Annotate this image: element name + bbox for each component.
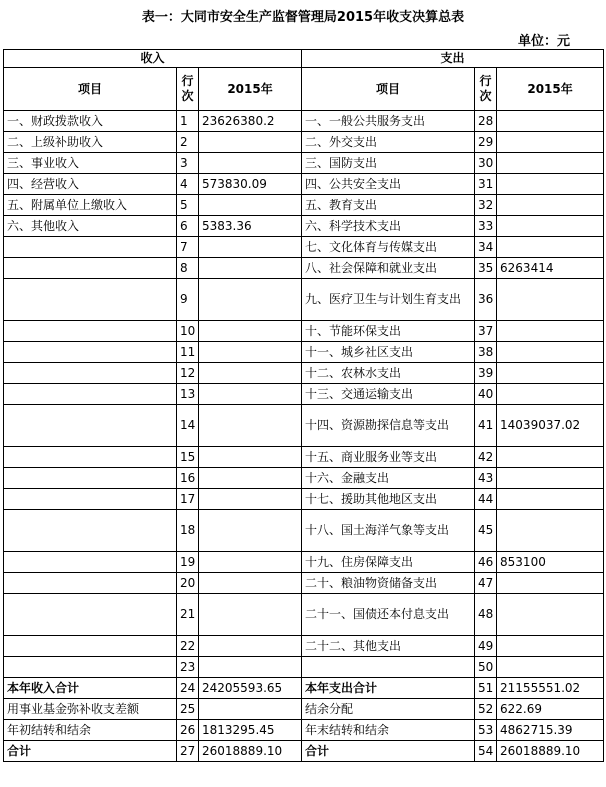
income-item-cell: 本年收入合计 — [4, 678, 177, 699]
expense-value-cell — [497, 279, 604, 321]
income-value-cell — [199, 636, 302, 657]
income-value-cell — [199, 384, 302, 405]
expense-line-cell: 40 — [475, 384, 497, 405]
income-line-cell: 5 — [177, 195, 199, 216]
expense-value-cell — [497, 216, 604, 237]
expense-line-cell: 33 — [475, 216, 497, 237]
income-value-cell — [199, 552, 302, 573]
expense-line-cell: 45 — [475, 510, 497, 552]
income-value-cell — [199, 510, 302, 552]
income-item-cell: 年初结转和结余 — [4, 720, 177, 741]
table-body — [4, 50, 604, 762]
income-line-cell: 6 — [177, 216, 199, 237]
expense-item-cell: 十一、城乡社区支出 — [302, 342, 475, 363]
table-row — [4, 153, 604, 174]
expense-line-cell: 43 — [475, 468, 497, 489]
expense-line-cell: 29 — [475, 132, 497, 153]
expense-item-cell: 二十一、国债还本付息支出 — [302, 594, 475, 636]
income-line-cell: 15 — [177, 447, 199, 468]
expense-value-cell: 6263414 — [497, 258, 604, 279]
income-value-cell — [199, 468, 302, 489]
expense-value-cell — [497, 510, 604, 552]
table-row — [4, 258, 604, 279]
income-line-cell: 14 — [177, 405, 199, 447]
income-line-cell: 9 — [177, 279, 199, 321]
income-item-cell — [4, 447, 177, 468]
expense-line-cell: 30 — [475, 153, 497, 174]
expense-item-cell: 七、文化体育与传媒支出 — [302, 237, 475, 258]
income-item-cell — [4, 489, 177, 510]
expense-value-cell: 4862715.39 — [497, 720, 604, 741]
expense-value-cell — [497, 447, 604, 468]
table-row — [4, 468, 604, 489]
income-item-cell: 合计 — [4, 741, 177, 762]
table-row — [4, 174, 604, 195]
income-item-cell — [4, 279, 177, 321]
table-row — [4, 678, 604, 699]
expense-item-cell: 六、科学技术支出 — [302, 216, 475, 237]
income-line-cell: 12 — [177, 363, 199, 384]
expense-value-cell: 853100 — [497, 552, 604, 573]
expense-item-cell: 十九、住房保障支出 — [302, 552, 475, 573]
expense-item-cell: 二十二、其他支出 — [302, 636, 475, 657]
table-row — [4, 132, 604, 153]
income-line-cell: 4 — [177, 174, 199, 195]
income-item-cell — [4, 594, 177, 636]
income-line-cell: 16 — [177, 468, 199, 489]
income-item-cell — [4, 237, 177, 258]
expense-line-cell: 38 — [475, 342, 497, 363]
income-line-cell: 17 — [177, 489, 199, 510]
income-item-cell: 六、其他收入 — [4, 216, 177, 237]
expense-item-cell: 十、节能环保支出 — [302, 321, 475, 342]
expense-value-cell — [497, 174, 604, 195]
expense-line-header: 行次 — [475, 68, 497, 111]
expense-item-cell: 十八、国土海洋气象等支出 — [302, 510, 475, 552]
income-line-cell: 27 — [177, 741, 199, 762]
expense-item-header: 项目 — [302, 68, 475, 111]
income-item-cell — [4, 405, 177, 447]
expense-value-cell — [497, 573, 604, 594]
income-value-cell — [199, 153, 302, 174]
expense-item-cell: 二十、粮油物资储备支出 — [302, 573, 475, 594]
income-line-cell: 25 — [177, 699, 199, 720]
expense-item-cell: 十四、资源勘探信息等支出 — [302, 405, 475, 447]
income-item-cell: 三、事业收入 — [4, 153, 177, 174]
expense-item-cell: 十七、援助其他地区支出 — [302, 489, 475, 510]
income-value-cell — [199, 195, 302, 216]
expense-line-cell: 48 — [475, 594, 497, 636]
expense-value-cell — [497, 195, 604, 216]
income-value-cell — [199, 342, 302, 363]
income-line-cell: 23 — [177, 657, 199, 678]
expense-value-cell: 26018889.10 — [497, 741, 604, 762]
expense-line-cell: 44 — [475, 489, 497, 510]
income-item-cell — [4, 321, 177, 342]
table-row — [4, 636, 604, 657]
income-line-cell: 18 — [177, 510, 199, 552]
income-item-cell — [4, 384, 177, 405]
income-item-cell: 用事业基金弥补收支差额 — [4, 699, 177, 720]
report-title: 表一：大同市安全生产监督管理局2015年收支决算总表 — [141, 10, 465, 25]
income-line-cell: 19 — [177, 552, 199, 573]
income-value-cell: 5383.36 — [199, 216, 302, 237]
income-item-cell — [4, 573, 177, 594]
income-line-cell: 3 — [177, 153, 199, 174]
expense-value-cell — [497, 657, 604, 678]
budget-table — [3, 49, 604, 762]
expense-line-cell: 28 — [475, 111, 497, 132]
income-line-cell: 20 — [177, 573, 199, 594]
table-row — [4, 237, 604, 258]
expense-item-cell — [302, 657, 475, 678]
expense-line-cell: 41 — [475, 405, 497, 447]
expense-value-cell — [497, 321, 604, 342]
expense-item-cell: 十五、商业服务业等支出 — [302, 447, 475, 468]
income-value-cell — [199, 573, 302, 594]
expense-value-cell — [497, 132, 604, 153]
expense-section-header: 支出 — [302, 50, 604, 68]
expense-value-cell — [497, 153, 604, 174]
table-row — [4, 384, 604, 405]
table-row — [4, 363, 604, 384]
income-item-cell — [4, 363, 177, 384]
income-value-cell — [199, 699, 302, 720]
income-value-cell — [199, 279, 302, 321]
income-value-cell: 573830.09 — [199, 174, 302, 195]
income-item-cell — [4, 258, 177, 279]
expense-value-cell — [497, 489, 604, 510]
expense-item-cell: 十三、交通运输支出 — [302, 384, 475, 405]
income-value-cell — [199, 132, 302, 153]
income-value-cell — [199, 489, 302, 510]
income-line-cell: 8 — [177, 258, 199, 279]
table-row — [4, 321, 604, 342]
expense-item-cell: 年末结转和结余 — [302, 720, 475, 741]
income-item-header: 项目 — [4, 68, 177, 111]
expense-item-cell: 二、外交支出 — [302, 132, 475, 153]
income-item-cell — [4, 657, 177, 678]
expense-line-cell: 51 — [475, 678, 497, 699]
income-value-cell: 1813295.45 — [199, 720, 302, 741]
income-section-header: 收入 — [4, 50, 302, 68]
expense-value-cell — [497, 594, 604, 636]
expense-value-cell — [497, 636, 604, 657]
table-row — [4, 657, 604, 678]
table-row — [4, 342, 604, 363]
income-value-cell — [199, 321, 302, 342]
income-item-cell — [4, 510, 177, 552]
income-value-cell — [199, 258, 302, 279]
income-item-cell — [4, 636, 177, 657]
expense-line-cell: 34 — [475, 237, 497, 258]
expense-item-cell: 十六、金融支出 — [302, 468, 475, 489]
expense-item-cell: 九、医疗卫生与计划生育支出 — [302, 279, 475, 321]
income-item-cell — [4, 342, 177, 363]
expense-item-cell: 八、社会保障和就业支出 — [302, 258, 475, 279]
expense-line-cell: 32 — [475, 195, 497, 216]
income-line-cell: 24 — [177, 678, 199, 699]
expense-line-cell: 53 — [475, 720, 497, 741]
income-line-cell: 2 — [177, 132, 199, 153]
expense-item-cell: 一、一般公共服务支出 — [302, 111, 475, 132]
expense-line-cell: 39 — [475, 363, 497, 384]
expense-line-cell: 46 — [475, 552, 497, 573]
income-line-cell: 13 — [177, 384, 199, 405]
expense-item-cell: 五、教育支出 — [302, 195, 475, 216]
expense-item-cell: 本年支出合计 — [302, 678, 475, 699]
income-item-cell — [4, 552, 177, 573]
income-line-cell: 10 — [177, 321, 199, 342]
expense-item-cell: 十二、农林水支出 — [302, 363, 475, 384]
income-line-cell: 21 — [177, 594, 199, 636]
expense-item-cell: 合计 — [302, 741, 475, 762]
table-row — [4, 195, 604, 216]
expense-line-cell: 35 — [475, 258, 497, 279]
table-row — [4, 111, 604, 132]
expense-value-cell: 14039037.02 — [497, 405, 604, 447]
expense-line-cell: 42 — [475, 447, 497, 468]
table-row — [4, 552, 604, 573]
expense-line-cell: 52 — [475, 699, 497, 720]
unit-label: 单位：元 — [517, 34, 570, 49]
table-row — [4, 279, 604, 321]
expense-value-cell — [497, 384, 604, 405]
table-row — [4, 405, 604, 447]
table-row — [4, 720, 604, 741]
income-line-cell: 11 — [177, 342, 199, 363]
income-item-cell — [4, 468, 177, 489]
income-value-cell: 26018889.10 — [199, 741, 302, 762]
income-value-cell — [199, 594, 302, 636]
income-value-cell: 24205593.65 — [199, 678, 302, 699]
income-year-header: 2015年 — [199, 68, 302, 111]
expense-value-cell — [497, 111, 604, 132]
income-value-cell: 23626380.2 — [199, 111, 302, 132]
expense-value-cell: 21155551.02 — [497, 678, 604, 699]
expense-line-cell: 50 — [475, 657, 497, 678]
table-row — [4, 510, 604, 552]
table-row — [4, 447, 604, 468]
income-line-cell: 7 — [177, 237, 199, 258]
income-line-cell: 22 — [177, 636, 199, 657]
expense-item-cell: 四、公共安全支出 — [302, 174, 475, 195]
table-row — [4, 216, 604, 237]
income-value-cell — [199, 405, 302, 447]
table-row — [4, 489, 604, 510]
income-item-cell: 一、财政拨款收入 — [4, 111, 177, 132]
expense-year-header: 2015年 — [497, 68, 604, 111]
expense-value-cell — [497, 363, 604, 384]
expense-line-cell: 54 — [475, 741, 497, 762]
table-row — [4, 699, 604, 720]
income-item-cell: 五、附属单位上缴收入 — [4, 195, 177, 216]
income-line-cell: 1 — [177, 111, 199, 132]
column-header-row — [4, 68, 604, 111]
income-value-cell — [199, 657, 302, 678]
income-item-cell: 二、上级补助收入 — [4, 132, 177, 153]
section-header-row — [4, 50, 604, 68]
income-line-header: 行次 — [177, 68, 199, 111]
expense-line-cell: 49 — [475, 636, 497, 657]
expense-value-cell — [497, 342, 604, 363]
expense-value-cell: 622.69 — [497, 699, 604, 720]
table-row — [4, 741, 604, 762]
income-value-cell — [199, 237, 302, 258]
expense-value-cell — [497, 468, 604, 489]
expense-line-cell: 36 — [475, 279, 497, 321]
table-row — [4, 594, 604, 636]
income-item-cell: 四、经营收入 — [4, 174, 177, 195]
expense-line-cell: 37 — [475, 321, 497, 342]
expense-line-cell: 31 — [475, 174, 497, 195]
table-row — [4, 573, 604, 594]
expense-line-cell: 47 — [475, 573, 497, 594]
income-line-cell: 26 — [177, 720, 199, 741]
income-value-cell — [199, 363, 302, 384]
expense-value-cell — [497, 237, 604, 258]
expense-item-cell: 三、国防支出 — [302, 153, 475, 174]
income-value-cell — [199, 447, 302, 468]
expense-item-cell: 结余分配 — [302, 699, 475, 720]
